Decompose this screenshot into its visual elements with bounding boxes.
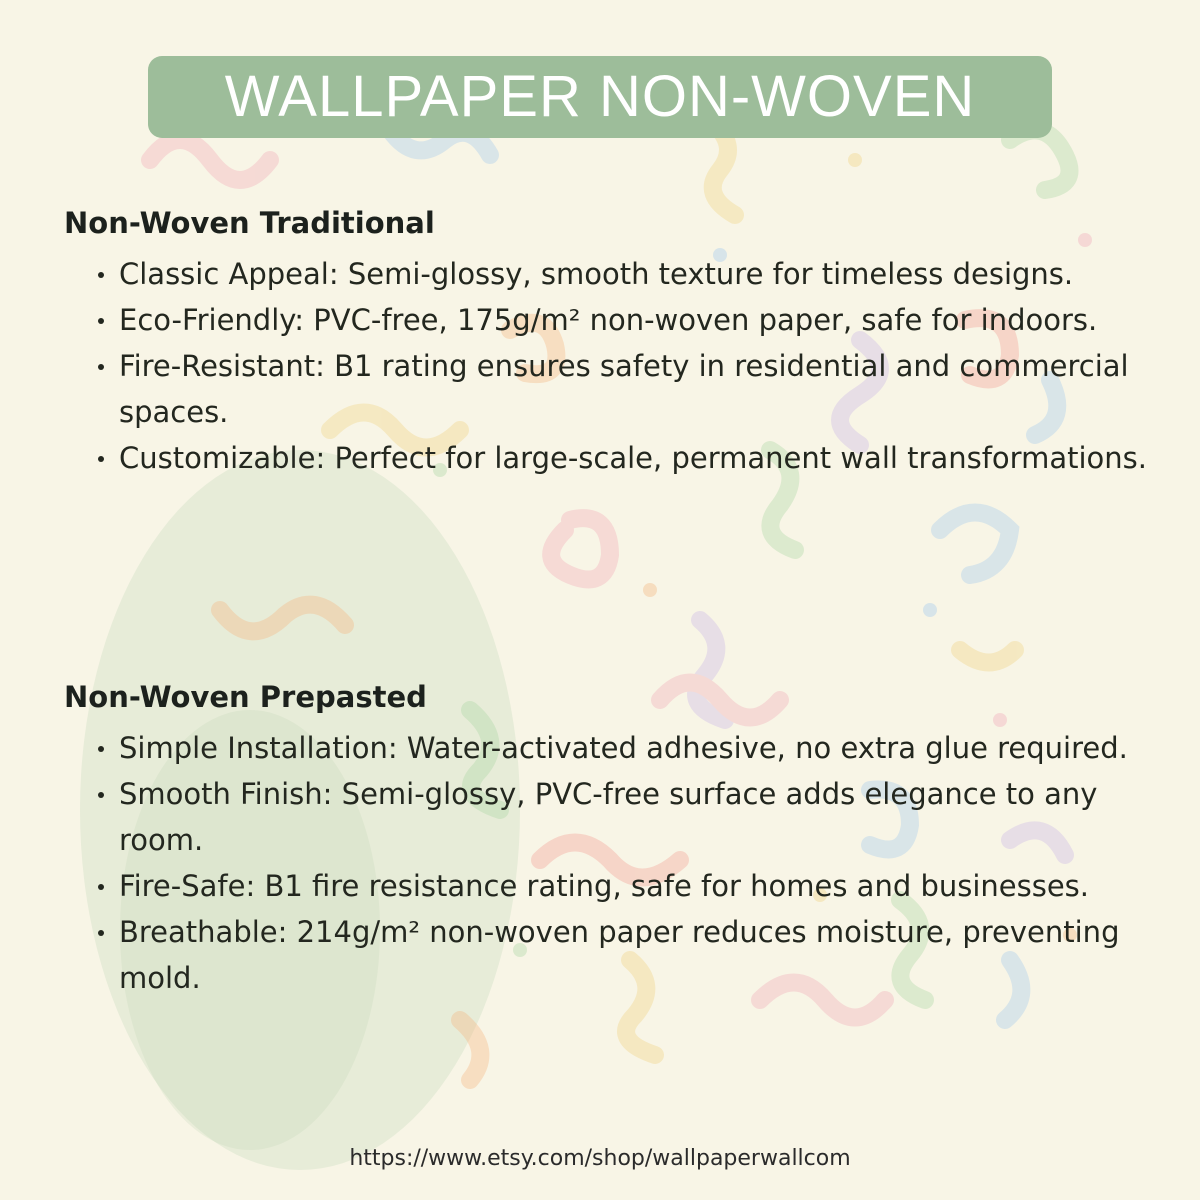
squiggle-pink-1 <box>150 140 270 180</box>
squiggle-yellow-3 <box>960 650 1015 663</box>
bullet-item: Simple Installation: Water-activated adhesive, no extra glue required. <box>64 725 1154 771</box>
dot-blue-2 <box>923 603 937 617</box>
bullet-list <box>64 251 1154 481</box>
section-heading: Non-Woven Prepasted <box>64 680 427 714</box>
bullet-item: Fire-Resistant: B1 rating ensures safety in residential and commercial spaces. <box>64 343 1154 435</box>
section-non-woven-traditional <box>64 201 1154 481</box>
squiggle-blue-3 <box>940 513 1010 576</box>
dot-orange-1 <box>643 583 657 597</box>
bullet-item: Smooth Finish: Semi-glossy, PVC-free surface adds elegance to any room. <box>64 771 1154 863</box>
dot-yellow-1 <box>848 153 862 167</box>
bullet-list <box>64 725 1154 1001</box>
bullet-item: Classic Appeal: Semi-glossy, smooth texture for timeless designs. <box>64 251 1154 297</box>
squiggle-pink-2 <box>551 518 610 579</box>
squiggle-green-1 <box>1010 130 1070 190</box>
shop-url: https://www.etsy.com/shop/wallpaperwallcom <box>349 1146 851 1171</box>
section-heading: Non-Woven Traditional <box>64 206 435 240</box>
page-title: WALLPAPER NON-WOVEN <box>224 64 976 129</box>
bullet-item: Eco-Friendly: PVC-free, 175g/m² non-woven paper, safe for indoors. <box>64 297 1154 343</box>
bullet-item: Breathable: 214g/m² non-woven paper reduces moisture, preventing mold. <box>64 909 1154 1001</box>
section-non-woven-prepasted <box>64 675 1154 1001</box>
title-banner <box>148 56 1052 138</box>
bullet-item: Customizable: Perfect for large-scale, permanent wall transformations. <box>64 435 1154 481</box>
bullet-item: Fire-Safe: B1 fire resistance rating, safe for homes and businesses. <box>64 863 1154 909</box>
